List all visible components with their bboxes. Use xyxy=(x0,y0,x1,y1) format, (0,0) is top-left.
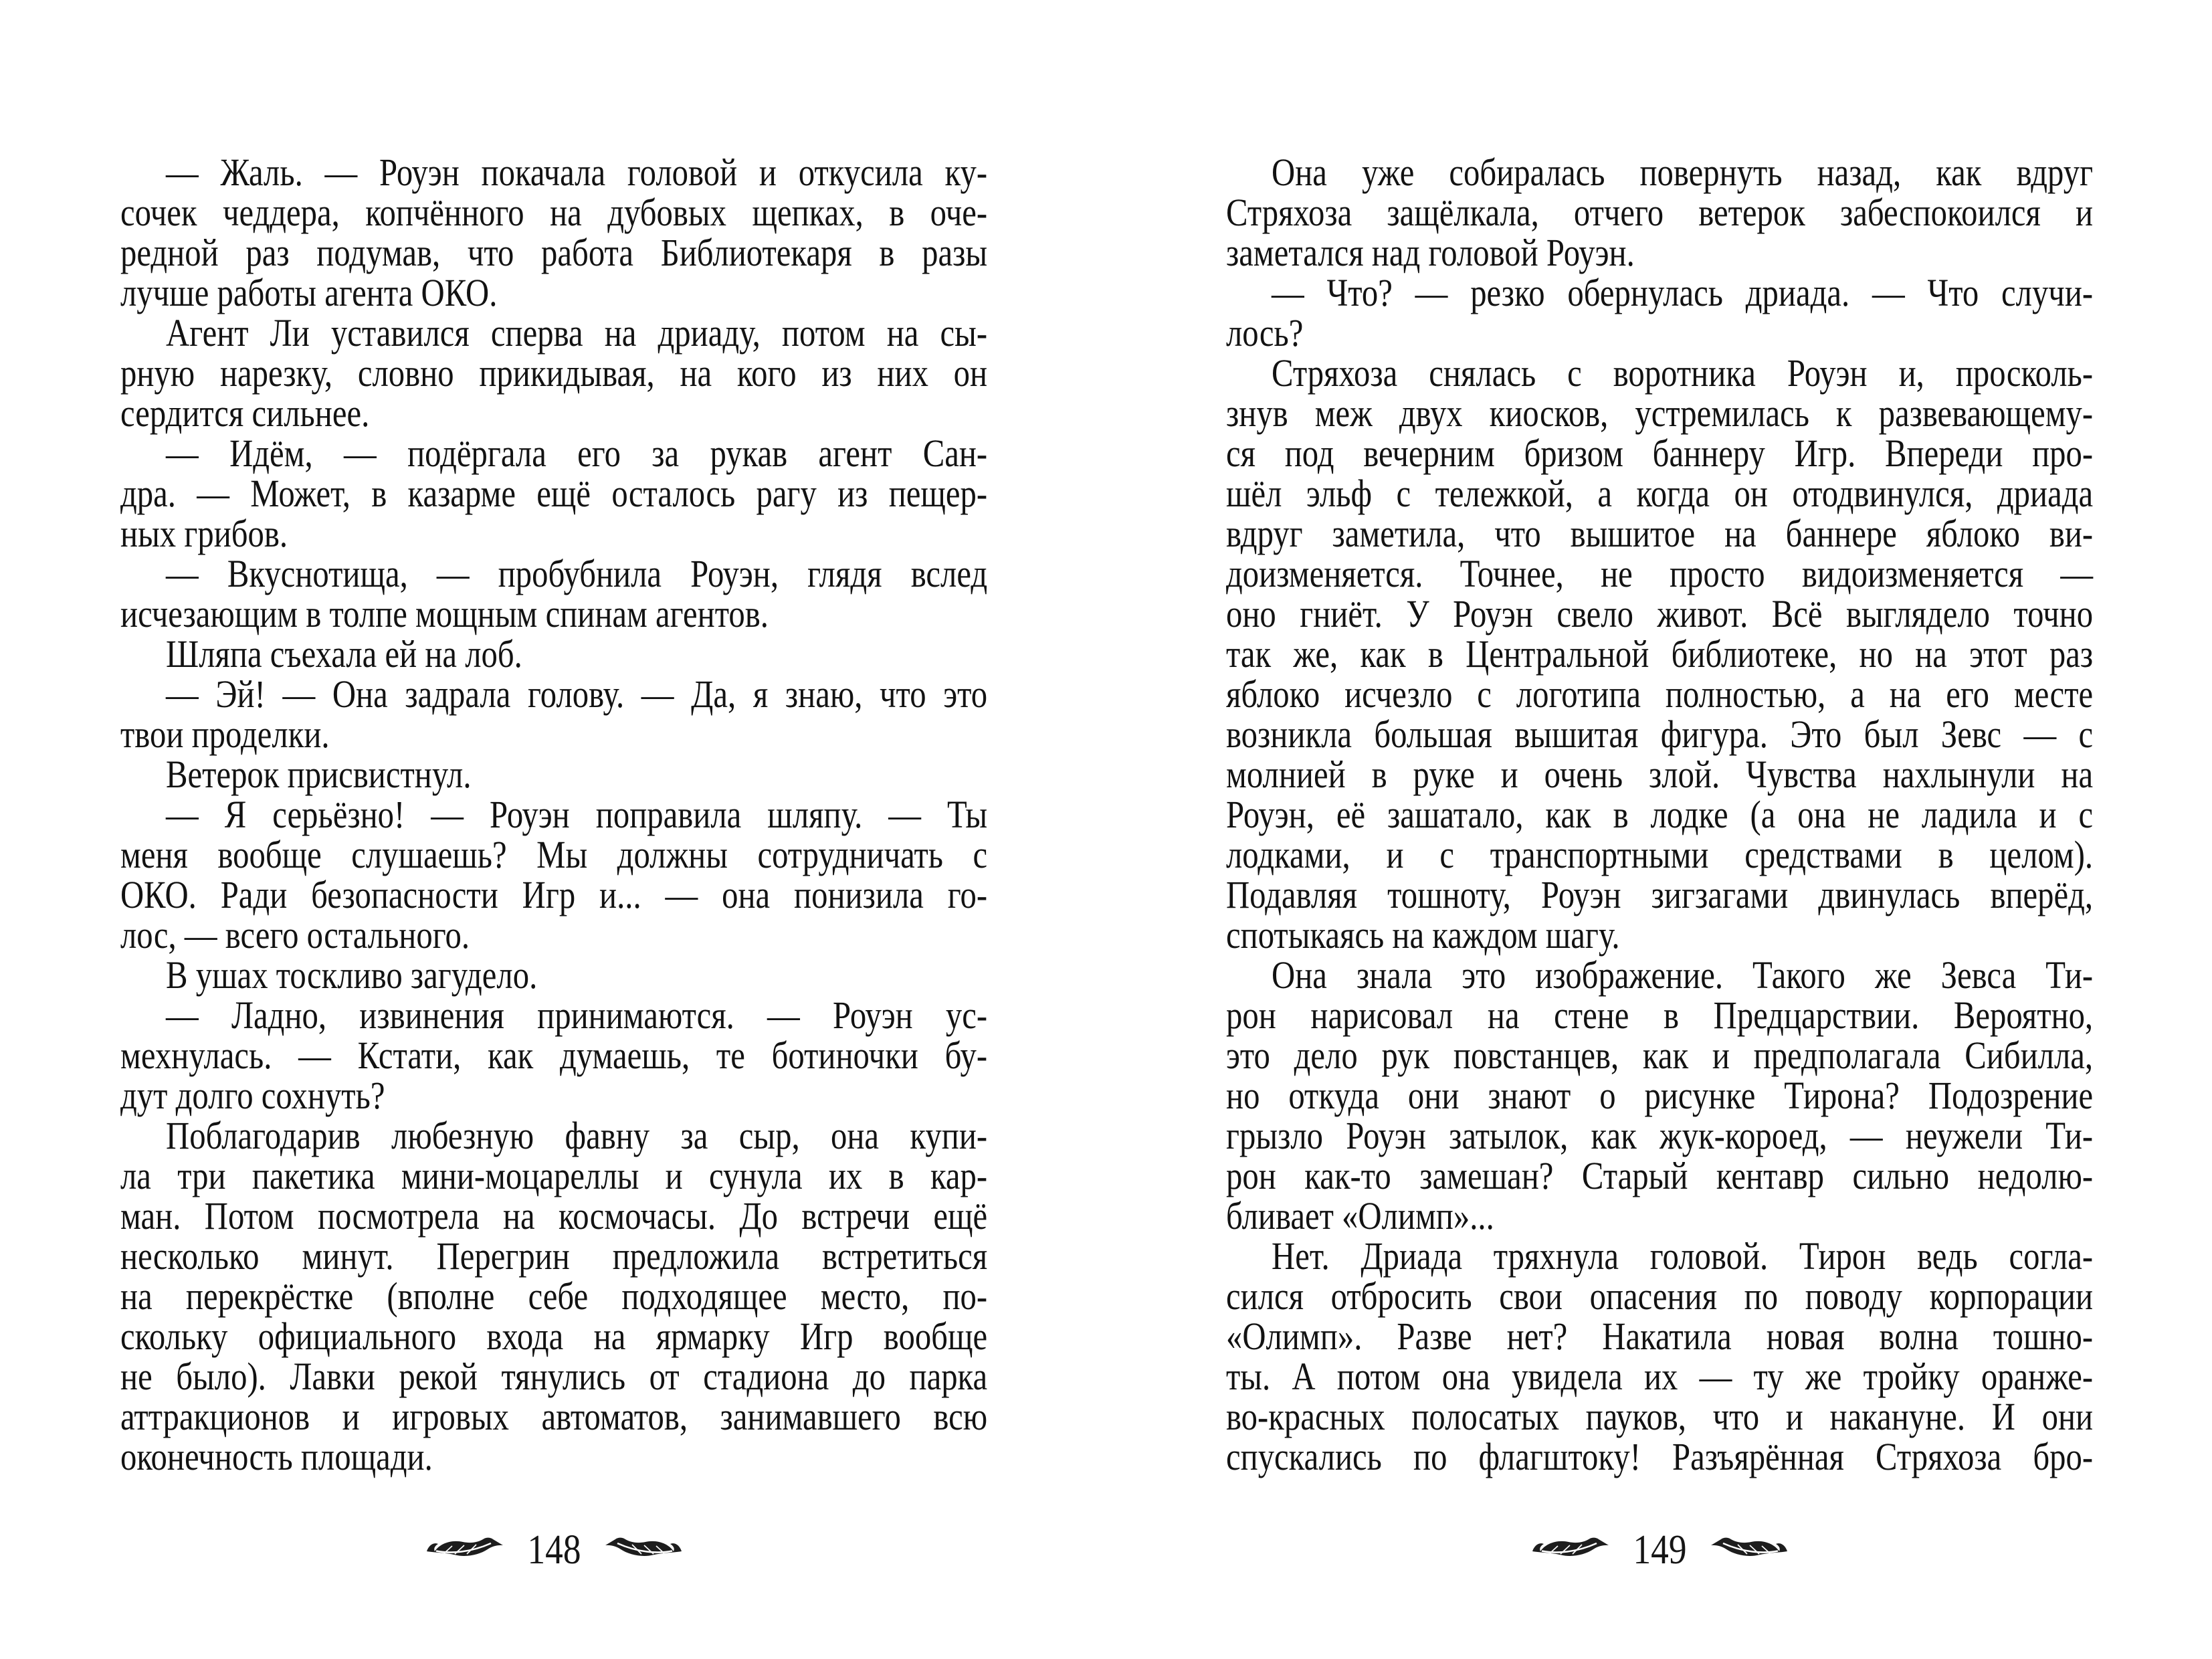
text-line: молнией в руке и очень злой. Чувства нахлынули на xyxy=(1226,753,2094,796)
text-line: ла три пакетика мини-моцареллы и сунула их в кар- xyxy=(120,1154,988,1197)
text-line: на перекрёстке (вполне себе подходящее место, по- xyxy=(120,1274,988,1318)
text-line: сился отбросить свои опасения по поводу корпорации xyxy=(1226,1274,2094,1318)
text-line: — Ладно, извинения принимаются. — Роуэн ус- xyxy=(166,993,988,1037)
text-line: Агент Ли уставился сперва на дриаду, потом на сы- xyxy=(166,311,988,355)
leaf-flourish-icon xyxy=(603,1535,684,1565)
text-line: — Эй! — Она задрала голову. — Да, я знаю, что это xyxy=(166,672,988,716)
text-line: лодками, и с транспортными средствами в целом). xyxy=(1226,833,2094,876)
left-page-footer xyxy=(120,1520,987,1580)
text-line: дут долго сохнуть? xyxy=(120,1074,385,1117)
text-line: во-красных полосатых пауков, что и накануне. И они xyxy=(1226,1395,2094,1438)
text-line: возникла большая вышитая фигура. Это был Зевс — с xyxy=(1226,712,2094,756)
text-line: вдруг заметила, что вышитое на баннере яблоко ви- xyxy=(1226,512,2094,555)
text-line: В ушах тоскливо загудело. xyxy=(166,953,538,997)
text-line: ман. Потом посмотрела на космочасы. До встречи ещё xyxy=(120,1194,988,1238)
text-line: дра. — Может, в казарме ещё осталось рагу из пещер- xyxy=(120,472,988,515)
right-page-text xyxy=(1226,153,2093,1477)
text-line: шёл эльф с тележкой, а когда он отодвинулся, дриада xyxy=(1226,472,2094,515)
text-line: твои проделки. xyxy=(120,712,330,756)
text-line: ных грибов. xyxy=(120,512,288,555)
text-line: но откуда они знают о рисунке Тирона? Подозрение xyxy=(1226,1074,2094,1117)
text-line: мехнулась. — Кстати, как думаешь, те ботиночки бу- xyxy=(120,1034,988,1077)
text-line: Поблагодарив любезную фавну за сыр, она купи- xyxy=(166,1114,988,1157)
right-page-footer xyxy=(1226,1520,2093,1580)
text-line: знув меж двух киосков, устремилась к развевающему- xyxy=(1226,391,2094,435)
text-line: — Я серьёзно! — Роуэн поправила шляпу. — Ты xyxy=(166,793,988,836)
text-line: лось? xyxy=(1226,311,1304,355)
text-line: лос, — всего остального. xyxy=(120,913,470,957)
text-line: Стряхоза снялась с воротника Роуэн и, просколь- xyxy=(1272,351,2094,395)
text-line: ты. А потом она увидела их — ту же тройку оранже- xyxy=(1226,1355,2094,1398)
text-line: ся под вечерним бризом баннеру Игр. Впереди про- xyxy=(1226,431,2094,475)
text-line: меня вообще слушаешь? Мы должны сотрудничать с xyxy=(120,833,988,876)
text-line: Стряхоза защёлкала, отчего ветерок забеспокоился и xyxy=(1226,191,2094,234)
text-line: ОКО. Ради безопасности Игр и... — она понизила го- xyxy=(120,873,988,916)
text-line: Нет. Дриада тряхнула головой. Тирон ведь согла- xyxy=(1272,1234,2094,1278)
text-line: это дело рук повстанцев, как и предполагала Сибилла, xyxy=(1226,1034,2094,1077)
text-line: бливает «Олимп»... xyxy=(1226,1194,1494,1238)
text-line: — Что? — резко обернулась дриада. — Что случи- xyxy=(1272,271,2094,314)
text-line: скольку официального входа на ярмарку Игр вообще xyxy=(120,1314,988,1358)
text-line: рон нарисовал на стене в Предцарствии. Вероятно, xyxy=(1226,993,2094,1037)
leaf-flourish-icon xyxy=(424,1535,506,1565)
text-line: сердится сильнее. xyxy=(120,391,370,435)
text-line: оконечность площади. xyxy=(120,1435,433,1478)
text-line: рон как-то замешан? Старый кентавр сильно недолю- xyxy=(1226,1154,2094,1197)
text-line: не было). Лавки рекой тянулись от стадиона до парка xyxy=(120,1355,988,1398)
text-line: оно гниёт. У Роуэн свело живот. Всё выглядело точно xyxy=(1226,592,2094,636)
text-line: аттракционов и игровых автоматов, занимавшего всю xyxy=(120,1395,988,1438)
text-line: Она уже собиралась повернуть назад, как вдруг xyxy=(1272,151,2094,194)
page-number: 149 xyxy=(1633,1527,1686,1573)
text-line: Ветерок присвистнул. xyxy=(166,753,472,796)
text-line: — Вкуснотища, — пробубнила Роуэн, глядя вслед xyxy=(166,552,988,595)
text-line: Роуэн, её зашатало, как в лодке (а она не ладила и с xyxy=(1226,793,2094,836)
text-line: спускались по флагштоку! Разъярённая Стряхоза бро- xyxy=(1226,1435,2094,1478)
text-line: так же, как в Центральной библиотеке, но на этот раз xyxy=(1226,632,2094,676)
text-line: рную нарезку, словно прикидывая, на кого из них он xyxy=(120,351,988,395)
text-line: доизменяется. Точнее, не просто видоизменяется — xyxy=(1226,552,2094,595)
left-page-text xyxy=(120,153,987,1477)
text-line: лучше работы агента ОКО. xyxy=(120,271,498,314)
text-line: — Жаль. — Роуэн покачала головой и откусила ку- xyxy=(166,151,988,194)
text-line: спотыкаясь на каждом шагу. xyxy=(1226,913,1620,957)
leaf-flourish-icon xyxy=(1708,1535,1790,1565)
text-line: несколько минут. Перегрин предложила встретиться xyxy=(120,1234,988,1278)
text-line: исчезающим в толпе мощным спинам агентов. xyxy=(120,592,769,636)
leaf-flourish-icon xyxy=(1530,1535,1611,1565)
right-page xyxy=(1106,0,2212,1659)
text-line: Она знала это изображение. Такого же Зевса Ти- xyxy=(1272,953,2094,997)
text-line: «Олимп». Разве нет? Накатила новая волна тошно- xyxy=(1226,1314,2094,1358)
text-line: заметался над головой Роуэн. xyxy=(1226,231,1635,274)
text-line: Шляпа съехала ей на лоб. xyxy=(166,632,522,676)
page-number: 148 xyxy=(527,1527,581,1573)
text-line: — Идём, — подёргала его за рукав агент Сан- xyxy=(166,431,988,475)
text-line: сочек чеддера, копчённого на дубовых щепках, в оче- xyxy=(120,191,988,234)
text-line: редной раз подумав, что работа Библиотекаря в разы xyxy=(120,231,988,274)
text-line: яблоко исчезло с логотипа полностью, а на его месте xyxy=(1226,672,2094,716)
text-line: грызло Роуэн затылок, как жук-короед, — неужели Ти- xyxy=(1226,1114,2094,1157)
text-line: Подавляя тошноту, Роуэн зигзагами двинулась вперёд, xyxy=(1226,873,2094,916)
